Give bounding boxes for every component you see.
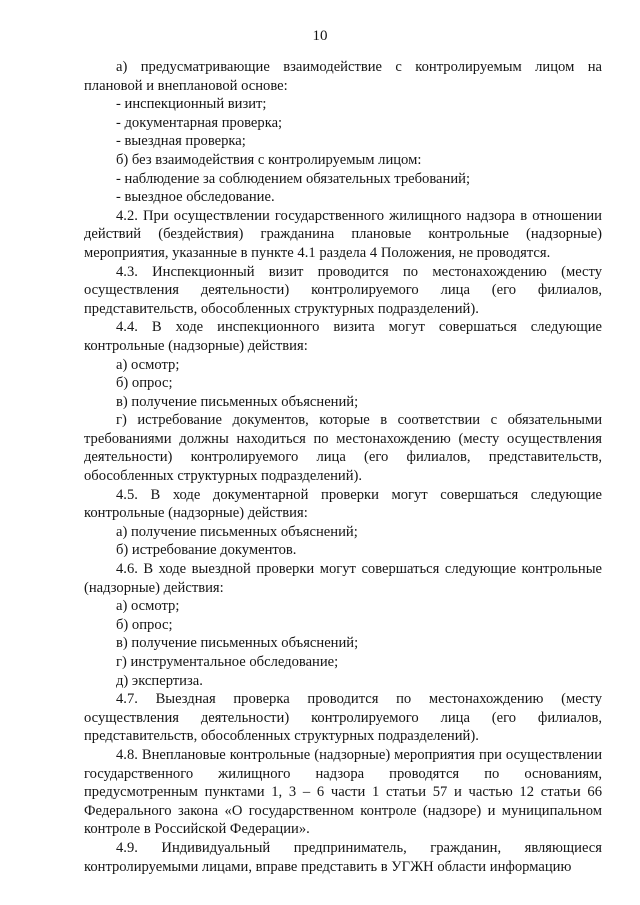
paragraph: 4.8. Внеплановые контрольные (надзорные) мероприятия при осуществлении государственного жилищного надзора проводятся по основаниям, предусмотренным пунктами 1, 3 – 6 части 1 статьи 57 и частью 12 статьи 66 Федерального закона «О государственном контроле (надзоре) и муниципальном контроле в Российской Федерации». — [84, 746, 602, 838]
page-number: 10 — [312, 28, 328, 44]
paragraph: 4.5. В ходе документарной проверки могут совершаться следующие контрольные (надзорные) действия: — [84, 486, 602, 522]
paragraph: д) экспертиза. — [116, 672, 203, 689]
paragraph: - выездное обследование. — [116, 189, 275, 206]
paragraph: г) инструментальное обследование; — [116, 654, 339, 670]
paragraph: б) без взаимодействия с контролируемым лицом: — [116, 151, 422, 168]
paragraph: - инспекционный визит; — [116, 96, 267, 113]
paragraph: а) получение письменных объяснений; — [116, 523, 358, 540]
paragraph: а) осмотр; — [116, 356, 180, 373]
document-body — [84, 58, 602, 876]
paragraph: а) осмотр; — [116, 598, 180, 615]
paragraph: а) предусматривающие взаимодействие с контролируемым лицом на плановой и внеплановой основе: — [84, 59, 602, 94]
paragraph: б) истребование документов. — [116, 542, 297, 559]
paragraph: г) истребование документов, которые в соответствии с обязательными требованиями должны находиться по местонахождению (месту осуществления деятельности) контролируемого лица (его филиалов, представительств, обособленных структурных подразделений). — [84, 412, 602, 485]
paragraph: - документарная проверка; — [116, 114, 283, 131]
paragraph: 4.7. Выездная проверка проводится по местонахождению (месту осуществления деятельности) контролируемого лица (его филиалов, представительств, обособленных структурных подразделений). — [84, 691, 602, 745]
paragraph: б) опрос; — [116, 375, 173, 392]
paragraph: 4.3. Инспекционный визит проводится по местонахождению (месту осуществления деятельности) контролируемого лица (его филиалов, представительств, обособленных структурных подразделений). — [84, 263, 602, 317]
paragraph: в) получение письменных объяснений; — [116, 393, 359, 410]
paragraph: 4.9. Индивидуальный предприниматель, гражданин, являющиеся контролируемыми лицами, вправе представить в УГЖН области информацию — [84, 839, 602, 875]
paragraph: 4.6. В ходе выездной проверки могут совершаться следующие контрольные (надзорные) действия: — [84, 561, 602, 596]
paragraph: - наблюдение за соблюдением обязательных требований; — [116, 170, 471, 187]
paragraph: б) опрос; — [116, 616, 173, 633]
paragraph: в) получение письменных объяснений; — [116, 635, 359, 652]
paragraph: 4.2. При осуществлении государственного жилищного надзора в отношении действий (бездействия) гражданина плановые контрольные (надзорные) мероприятия, указанные в пункте 4.1 раздела 4 Положения, не проводятся. — [84, 207, 602, 261]
paragraph: 4.4. В ходе инспекционного визита могут совершаться следующие контрольные (надзорные) действия: — [84, 319, 602, 354]
paragraph: - выездная проверка; — [116, 133, 246, 150]
